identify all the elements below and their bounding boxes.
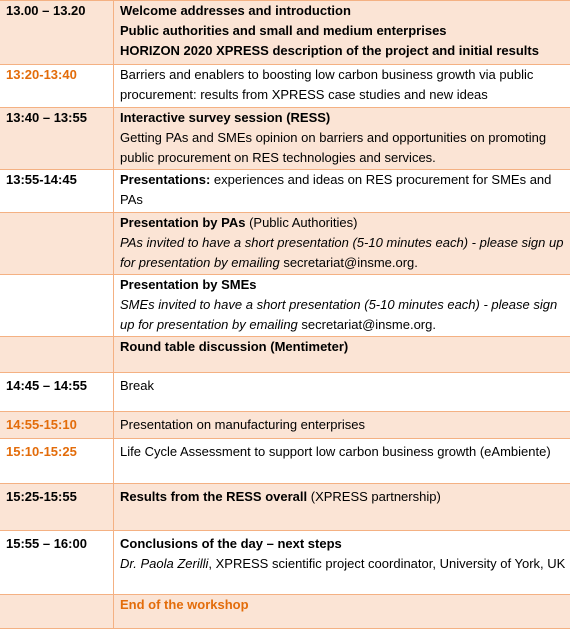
session-cell bbox=[114, 170, 570, 213]
email-address: secretariat@insme.org. bbox=[301, 317, 436, 332]
session-heading: Interactive survey session (RESS) bbox=[120, 110, 331, 125]
session-text: , XPRESS scientific project coordinator, University of York, UK bbox=[208, 556, 566, 571]
session-heading: Welcome addresses and introduction bbox=[120, 3, 351, 18]
time-cell: 13:40 – 13:55 bbox=[0, 108, 114, 170]
time-cell: 14:55-15:10 bbox=[0, 412, 114, 439]
session-text: experiences and ideas on RES procurement for SMEs and PAs bbox=[120, 172, 552, 207]
session-heading: Presentation by SMEs bbox=[120, 277, 257, 292]
session-text: Break bbox=[120, 378, 154, 393]
speaker-name: Dr. Paola Zerilli bbox=[120, 556, 209, 571]
time-cell: 13:20-13:40 bbox=[0, 65, 114, 108]
session-cell bbox=[114, 373, 570, 412]
time-cell bbox=[0, 275, 114, 337]
table-row bbox=[0, 531, 570, 595]
session-cell bbox=[114, 65, 570, 108]
session-text: Presentation on manufacturing enterprises bbox=[120, 417, 365, 432]
table-row bbox=[0, 65, 570, 108]
session-text: Getting PAs and SMEs opinion on barriers and opportunities on promoting public procurement on RES technologies and services. bbox=[120, 130, 547, 165]
email-address: secretariat@insme.org. bbox=[283, 255, 418, 270]
session-heading: Presentation by PAs bbox=[120, 215, 246, 230]
session-heading: HORIZON 2020 XPRESS description of the project and initial results bbox=[120, 43, 539, 58]
table-row bbox=[0, 337, 570, 373]
session-text: (XPRESS partnership) bbox=[307, 489, 441, 504]
session-heading-suffix: (Public Authorities) bbox=[245, 215, 358, 230]
time-cell: 13:55-14:45 bbox=[0, 170, 114, 213]
session-text: Life Cycle Assessment to support low carbon business growth (eAmbiente) bbox=[120, 444, 551, 459]
time-cell bbox=[0, 213, 114, 275]
time-cell: 15:25-15:55 bbox=[0, 484, 114, 531]
session-cell bbox=[114, 275, 570, 337]
session-heading: Round table discussion (Mentimeter) bbox=[120, 339, 349, 354]
closing-text: End of the workshop bbox=[120, 597, 249, 612]
session-note: PAs invited to have a short presentation (5-10 minutes each) - please sign up for presentation by emailing bbox=[120, 235, 564, 270]
session-cell bbox=[114, 595, 570, 629]
session-cell bbox=[114, 439, 570, 484]
time-cell bbox=[0, 595, 114, 629]
session-cell bbox=[114, 108, 570, 170]
time-cell: 13.00 – 13.20 bbox=[0, 1, 114, 65]
session-cell bbox=[114, 531, 570, 595]
session-note: SMEs invited to have a short presentation (5-10 minutes each) - please sign up for presentation by emailing bbox=[120, 297, 558, 332]
table-row bbox=[0, 595, 570, 629]
session-heading: Conclusions of the day – next steps bbox=[120, 536, 342, 551]
session-cell bbox=[114, 484, 570, 531]
table-row bbox=[0, 1, 570, 65]
table-row bbox=[0, 275, 570, 337]
table-row bbox=[0, 412, 570, 439]
session-cell bbox=[114, 337, 570, 373]
table-row bbox=[0, 108, 570, 170]
session-heading: Results from the RESS overall bbox=[120, 489, 308, 504]
session-heading: Public authorities and small and medium enterprises bbox=[120, 23, 447, 38]
table-row bbox=[0, 213, 570, 275]
time-cell bbox=[0, 337, 114, 373]
session-text: Barriers and enablers to boosting low carbon business growth via public procurement: results from XPRESS case studies and new ideas bbox=[120, 67, 534, 102]
session-cell bbox=[114, 1, 570, 65]
session-heading: Presentations: bbox=[120, 172, 211, 187]
table-row bbox=[0, 170, 570, 213]
table-row bbox=[0, 439, 570, 484]
session-cell bbox=[114, 412, 570, 439]
time-cell: 15:10-15:25 bbox=[0, 439, 114, 484]
session-cell bbox=[114, 213, 570, 275]
time-cell: 15:55 – 16:00 bbox=[0, 531, 114, 595]
table-row bbox=[0, 484, 570, 531]
time-cell: 14:45 – 14:55 bbox=[0, 373, 114, 412]
table-row bbox=[0, 373, 570, 412]
